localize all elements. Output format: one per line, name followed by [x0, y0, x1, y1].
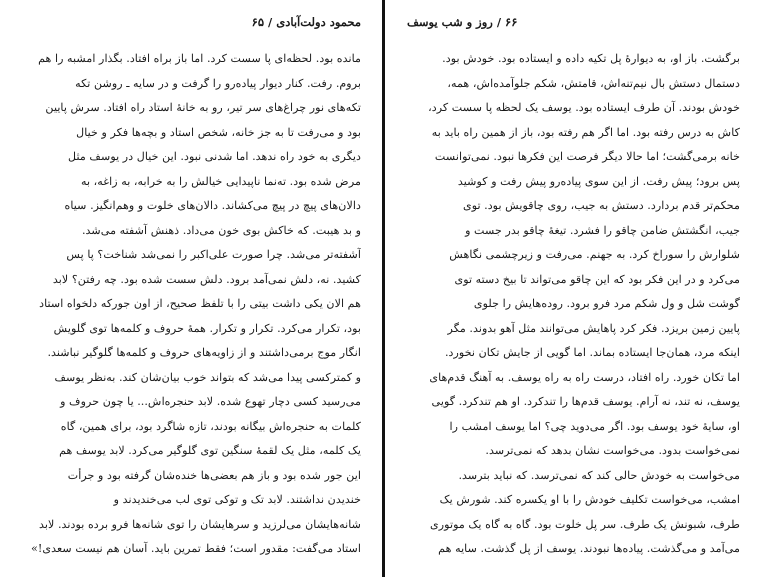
- text-line: دالان‌های پیچ در پیچ می‌کشاند. دالان‌های خلوت و وهم‌انگیز. سیاه: [64, 199, 361, 212]
- right-page-header: ۶۶ / روز و شب یوسف: [407, 15, 518, 29]
- text-line: گوشت شل و ول شکم مرد فرو برود. روده‌هایش را جلوی: [473, 297, 740, 310]
- text-line: بروم. رفت. کنار دیوار پیاده‌رو را گرفت و در سایه ـ روشن تکه: [75, 76, 361, 90]
- text-line: می‌کرد و در این فکر بود که این چاقو می‌تواند تا بیخ دسته توی: [454, 272, 740, 286]
- text-line: کاش به درس رفته بود. اما اگر هم رفته بود، باز از همین راه باید به: [431, 125, 740, 139]
- text-line: و کمترکسی پیدا می‌شد که بتواند خوب بیان‌شان کند. به‌نظر یوسف: [54, 370, 361, 384]
- text-line: تکه‌های نور چراغ‌های سر تیر، رو به خانهٔ استاد راه افتاد. سرش پایین: [45, 101, 361, 114]
- text-line: دستمال دستش بال نیم‌تنه‌اش، قامتش، شکم جلوآمده‌اش، همه،: [447, 76, 740, 90]
- text-line: شانه‌هایشان می‌لرزید و سرهایشان را توی شانه‌ها فرو برده بودند. لابد: [39, 517, 361, 531]
- left-page: [0, 0, 383, 577]
- text-line: یوسف، نه تند، نه آرام. یوسف قدم‌ها را تندکرد. او هم تندکرد. گویی: [431, 395, 740, 408]
- left-page-header: محمود دولت‌آبادی / ۶۵: [251, 15, 361, 29]
- text-line: کلمات به حنجره‌اش بیگانه بودند، تازه شاگرد بود، برای همین، گاه: [60, 419, 361, 433]
- text-line: مرض شده بود. ته‌نما ناپیدایی خیالش را به خرابه، به زاغه، به: [81, 174, 361, 188]
- text-line: برگشت. باز او، به دیوارهٔ پل تکیه داده و ایستاده بود. خودش بود.: [442, 52, 740, 65]
- text-line: مانده بود. لحظه‌ای پا سست کرد. اما باز براه افتاد. بگذار امشبه را هم: [38, 52, 361, 65]
- text-line: امشب، می‌خواست تکلیف خودش را با او یکسره کند. شورش یک: [439, 493, 740, 506]
- text-line: آشفته‌تر می‌شد. چرا صورت علی‌اکبر را نمی‌شد شناخت؟ پا پس: [66, 248, 361, 261]
- right-page: [385, 0, 768, 577]
- text-line: پایین زمین بریزد. فکر کرد پاهایش می‌توانند مثل آهو بدوند. مگر: [447, 321, 740, 335]
- right-page-body: [407, 47, 740, 562]
- text-line: اینکه مرد، همان‌جا ایستاده بماند. اما گویی از جایش تکان نخورد.: [444, 346, 740, 359]
- text-line: او، سایهٔ خود یوسف بود. اگر می‌دوید چی؟ اما یوسف امشب را: [449, 419, 740, 433]
- text-line: هم الان یکی داشت بیتی را با تلفظ صحیح، از اون جورکه دلخواه استاد: [39, 297, 361, 310]
- text-line: بود و می‌رفت تا به جز خانه، شخص استاد و بچه‌ها فکر و خیال: [76, 125, 361, 139]
- text-line: کشید. نه، دلش نمی‌آمد برود. دلش سست شده بود. چه رفتن؟ لابد: [52, 272, 361, 286]
- text-line: جیب، انگشتش ضامن چاقو را فشرد. تیغهٔ چاقو بدر جست و: [465, 223, 740, 237]
- text-line: انگار موج برمی‌داشتند و از زاویه‌های حروف و کلمه‌ها گلوگیر نباشند.: [47, 346, 361, 359]
- text-line: می‌خواست به خودش حالی کند که نمی‌ترسد. که نباید بترسد.: [458, 468, 740, 482]
- text-line: اما تکان خورد. راه افتاد، درست راه به راه یوسف. به آهنگ قدم‌های: [429, 370, 740, 384]
- text-line: محکم‌تر قدم بردارد. دستش به جیب، روی چاقویش بود. توی: [462, 199, 740, 212]
- text-line: شلوارش را سوراخ کرد. به جهنم. می‌رفت و زیرچشمی نگاهش: [449, 248, 740, 261]
- text-line: خندیدن نداشتند. لابد تک و توکی توی لب می‌خندیدند و: [113, 493, 361, 506]
- text-line: می‌آمد و می‌گذشت. پیاده‌ها نبودند. یوسف از پل گذشت. سایه هم: [438, 542, 740, 555]
- text-line: دیگری به خود راه ندهد. اما شدنی نبود. این خیال در یوسف مثل: [68, 150, 361, 163]
- text-line: طرف، شبونش یک طرف. سر پل خلوت بود. گاه به گاه یک موتوری: [430, 517, 740, 531]
- text-line: و بد هیبت. که خاکش بوی خون می‌داد. ذهنش آشفته می‌شد.: [81, 223, 361, 237]
- text-line: استاد می‌گفت: مقدور است؛ فقط تمرین باید. آسان هم نیست سعدی!»: [31, 542, 361, 555]
- text-line: یک کلمه، مثل یک لقمهٔ سنگین توی گلوگیر می‌کرد. لابد یوسف هم: [59, 444, 361, 457]
- text-line: می‌رسید کسی دچار تهوع شده. لابد حنجره‌اش... یا چون حروف و: [60, 395, 361, 408]
- text-line: خانه برمی‌گشت؛ اما حالا دیگر فرصت این فکرها نبود. نمی‌توانست: [434, 150, 740, 163]
- text-line: نمی‌خواست بدود. می‌خواست نشان بدهد که نمی‌ترسد.: [485, 444, 740, 457]
- text-line: خودش بودند. آن طرف ایستاده بود. یوسف یک لحظه پا سست کرد،: [428, 101, 740, 114]
- text-line: این جور شده بود و باز هم بعضی‌ها خنده‌شان گرفته بود و جرأت: [67, 468, 361, 482]
- text-line: بود، تکرار می‌کرد. تکرار و تکرار. همهٔ حروف و کلمه‌ها توی گلویش: [53, 321, 361, 335]
- text-line: پس برود؛ پیش رفت. از این سوی پیاده‌رو پیش رفت و کوشید: [457, 174, 740, 188]
- left-page-body: [18, 47, 361, 562]
